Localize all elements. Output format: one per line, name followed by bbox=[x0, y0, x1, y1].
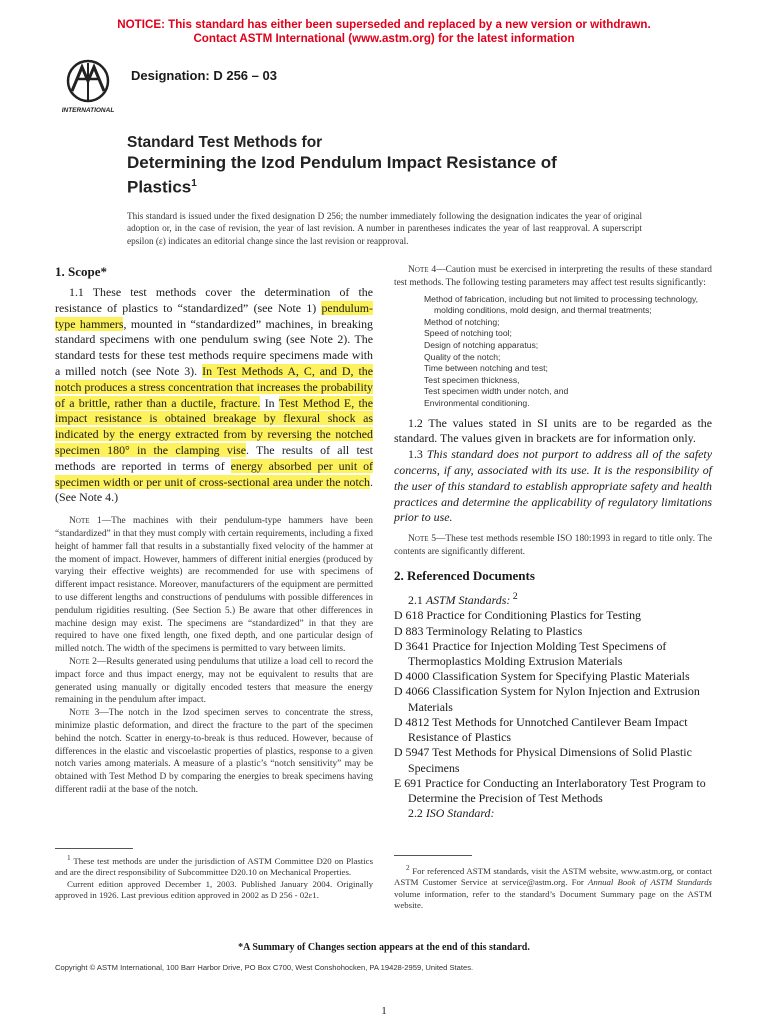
highlight-1: pendulum-type hammers bbox=[55, 300, 373, 331]
list-item: Environmental conditioning. bbox=[424, 397, 530, 408]
right-column bbox=[394, 264, 712, 822]
designation: Designation: D 256 – 03 bbox=[131, 68, 277, 83]
scope-heading: 1. Scope* bbox=[55, 264, 107, 279]
scope-paragraph-1-1: 1.1 These test methods cover the determination of the resistance of plastics to “standardized” (see Note 1) pendulum-type hammers, mounted in “standardized” machines, in breaking standard specimens with one pendulum swing (see Note 2). The standard tests for these test methods require specimens made with a milled notch (see Note 3). In Test Methods A, C, and D, the notch produces a stress concentration that increases the probability of a brittle, rather than a ductile, fracture. In Test Method E, the impact resistance is obtained breakage by flexural shock as indicated by the energy extracted from by reversing the notched specimen 180° in the clamping vise. The results of all test methods are reported in terms of energy absorbed per unit of specimen width or per unit of cross-sectional area under the notch. (See Note 4.) bbox=[55, 285, 373, 505]
page-number: 1 bbox=[381, 1005, 387, 1017]
footnote-2: $^2$ For referenced ASTM standards, visit the ASTM website, www.astm.org, or contact ASTM Customer Service at service@astm.org. For Annual Book of ASTM Standards volume information, refer to the standard’s Document Summary page on the ASTM website. bbox=[394, 863, 712, 911]
title-line-2: Plastics bbox=[127, 177, 192, 197]
list-item: Test specimen width under notch, and bbox=[424, 386, 569, 397]
reference-item: D 4066 Classification System for Nylon Injection and Extrusion Materials bbox=[394, 684, 700, 714]
testing-parameters-list bbox=[424, 294, 712, 410]
title-prefix: Standard Test Methods for bbox=[127, 134, 323, 151]
list-item: Method of fabrication, including but not limited to processing technology, molding conditions, mold design, and thermal treatments; bbox=[424, 293, 699, 316]
footnote-1-edition: Current edition approved December 1, 2003. Published January 2004. Originally approved in 1926. Last previous edition approved in 2002 as D 256 - 02ε1. bbox=[55, 878, 373, 901]
footnote-divider-left bbox=[55, 848, 133, 849]
reference-item: D 4000 Classification System for Specifying Plastic Materials bbox=[394, 669, 690, 684]
footnote-divider-right bbox=[394, 855, 472, 856]
document-title bbox=[127, 134, 687, 198]
reference-item: D 5947 Test Methods for Physical Dimensions of Solid Plastic Specimens bbox=[394, 745, 692, 775]
note-5: Note 5—These test methods resemble ISO 180:1993 in regard to title only. The contents are significantly different. bbox=[394, 533, 713, 557]
summary-of-changes-note: *A Summary of Changes section appears at the end of this standard. bbox=[238, 942, 530, 953]
list-item: Quality of the notch; bbox=[424, 351, 501, 362]
list-item: Method of notching; bbox=[424, 316, 500, 327]
highlight-4: energy absorbed per unit of specimen width or per unit of cross-sectional area under the notch bbox=[55, 458, 373, 489]
footnote-ref-2[interactable]: 2 bbox=[510, 590, 518, 602]
note-1: Note 1—The machines with their pendulum-type hammers have been “standardized” in that they must comply with certain requirements, including a fixed height of hammer fall that results in a substantially fixed velocity of the hammer at the moment of impact. However, hammers of different initial energies (produced by varying their effective weights) are recommended for use with specimens of different impact resistance. Moreover, manufacturers of the equipment are permitted to use different lengths and constructions of pendulums with possible differences in pendulum rigidities resulting. (See Section 5.) Be aware that other differences in machine design may exist. The specimens are “standardized” in that they are required to have one fixed length, one fixed depth, and one particular design of milled notch. The width of the specimens is permitted to vary between limits. bbox=[55, 515, 373, 655]
highlight-2: In Test Methods A, C, and D, the notch produces a stress concentration that increases the probability of a brittle, rather than a ductile, fracture. bbox=[55, 363, 373, 410]
note-3: Note 3—The notch in the Izod specimen serves to concentrate the stress, minimize plastic deformation, and direct the fracture to the part of the specimen behind the notch. Scatter in energy-to-break is thus reduced. However, because of differences in the elastic and viscoelastic properties of plastics, response to a given notch varies among materials. A measure of a plastic’s “notch sensitivity” may be obtained with Test Method D by comparing the energies to break specimens having different radii at the base of the notch. bbox=[55, 707, 373, 795]
notice-line-1: NOTICE: This standard has either been superseded and replaced by a new version or withdrawn. bbox=[117, 18, 651, 31]
copyright-line: Copyright © ASTM International, 100 Barr Harbor Drive, PO Box C700, West Conshohocken, PA 19428-2959, United States. bbox=[55, 963, 474, 972]
list-item: Speed of notching tool; bbox=[424, 328, 512, 339]
issuance-statement: This standard is issued under the fixed designation D 256; the number immediately following the designation indicates the year of original adoption or, in the case of revision, the year of last revision. A number in parentheses indicates the year of last reapproval. A superscript epsilon (ε) indicates an editorial change since the last revision or reapproval. bbox=[127, 211, 642, 246]
logo-text: INTERNATIONAL bbox=[61, 107, 115, 114]
list-item: Design of notching apparatus; bbox=[424, 339, 539, 350]
left-column bbox=[55, 264, 373, 797]
highlight-3: Test Method E, the impact resistance is obtained breakage by flexural shock as indicated by the energy extracted from by reversing the notched specimen 180° in the clamping vise bbox=[55, 395, 373, 457]
note-2: Note 2—Results generated using pendulums that utilize a load cell to record the impact force and thus impact energy, may not be equivalent to results that are generated using manually or digitally encoded testers that measure the energy remaining in the pendulum after impact. bbox=[55, 655, 373, 706]
reference-item: D 4812 Test Methods for Unnotched Cantilever Beam Impact Resistance of Plastics bbox=[394, 714, 688, 745]
list-item: Test specimen thickness, bbox=[424, 374, 520, 385]
note-4: Note 4—Caution must be exercised in interpreting the results of these standard test methods. The following testing parameters may affect test results significantly: bbox=[394, 264, 712, 288]
footnote-1: $^1$ These test methods are under the jurisdiction of ASTM Committee D20 on Plastics and are the direct responsibility of Subcommittee D20.10 on Mechanical Properties. Current edition approved December 1, 2003. Published January 2004. Originally approved in 1926. Last previous edition approved in 2002 as D 256 - 02ε1. bbox=[55, 853, 373, 901]
referenced-documents-heading: 2. Referenced Documents bbox=[394, 567, 535, 583]
list-item: Time between notching and test; bbox=[424, 363, 548, 374]
title-line-1: Determining the Izod Pendulum Impact Resistance of bbox=[127, 153, 557, 172]
astm-logo bbox=[58, 57, 122, 115]
astm-standards-label: 2.1 ASTM Standards: $^2$ bbox=[408, 590, 518, 607]
title-footnote-ref[interactable]: 1 bbox=[191, 178, 197, 189]
reference-item: E 691 Practice for Conducting an Interlaboratory Test Program to Determine the Precision of Test Methods bbox=[394, 775, 706, 805]
notice-line-2: Contact ASTM International (www.astm.org) for the latest information bbox=[193, 32, 575, 45]
withdrawal-notice bbox=[0, 18, 768, 46]
scope-paragraph-1-3: 1.3 This standard does not purport to address all of the safety concerns, if any, associated with its use. It is the responsibility of the user of this standard to establish appropriate safety and health practices and determine the applicability of regulatory limitations prior to use. bbox=[394, 447, 712, 525]
reference-item: D 883 Terminology Relating to Plastics bbox=[394, 623, 583, 638]
reference-item: D 618 Practice for Conditioning Plastics for Testing bbox=[394, 608, 641, 623]
iso-standard-label: 2.2 ISO Standard: bbox=[408, 806, 495, 821]
scope-paragraph-1-2: 1.2 The values stated in SI units are to be regarded as the standard. The values given in brackets are for information only. bbox=[394, 415, 712, 446]
reference-item: D 3641 Practice for Injection Molding Test Specimens of Thermoplastics Molding Extrusion Materials bbox=[394, 638, 667, 669]
